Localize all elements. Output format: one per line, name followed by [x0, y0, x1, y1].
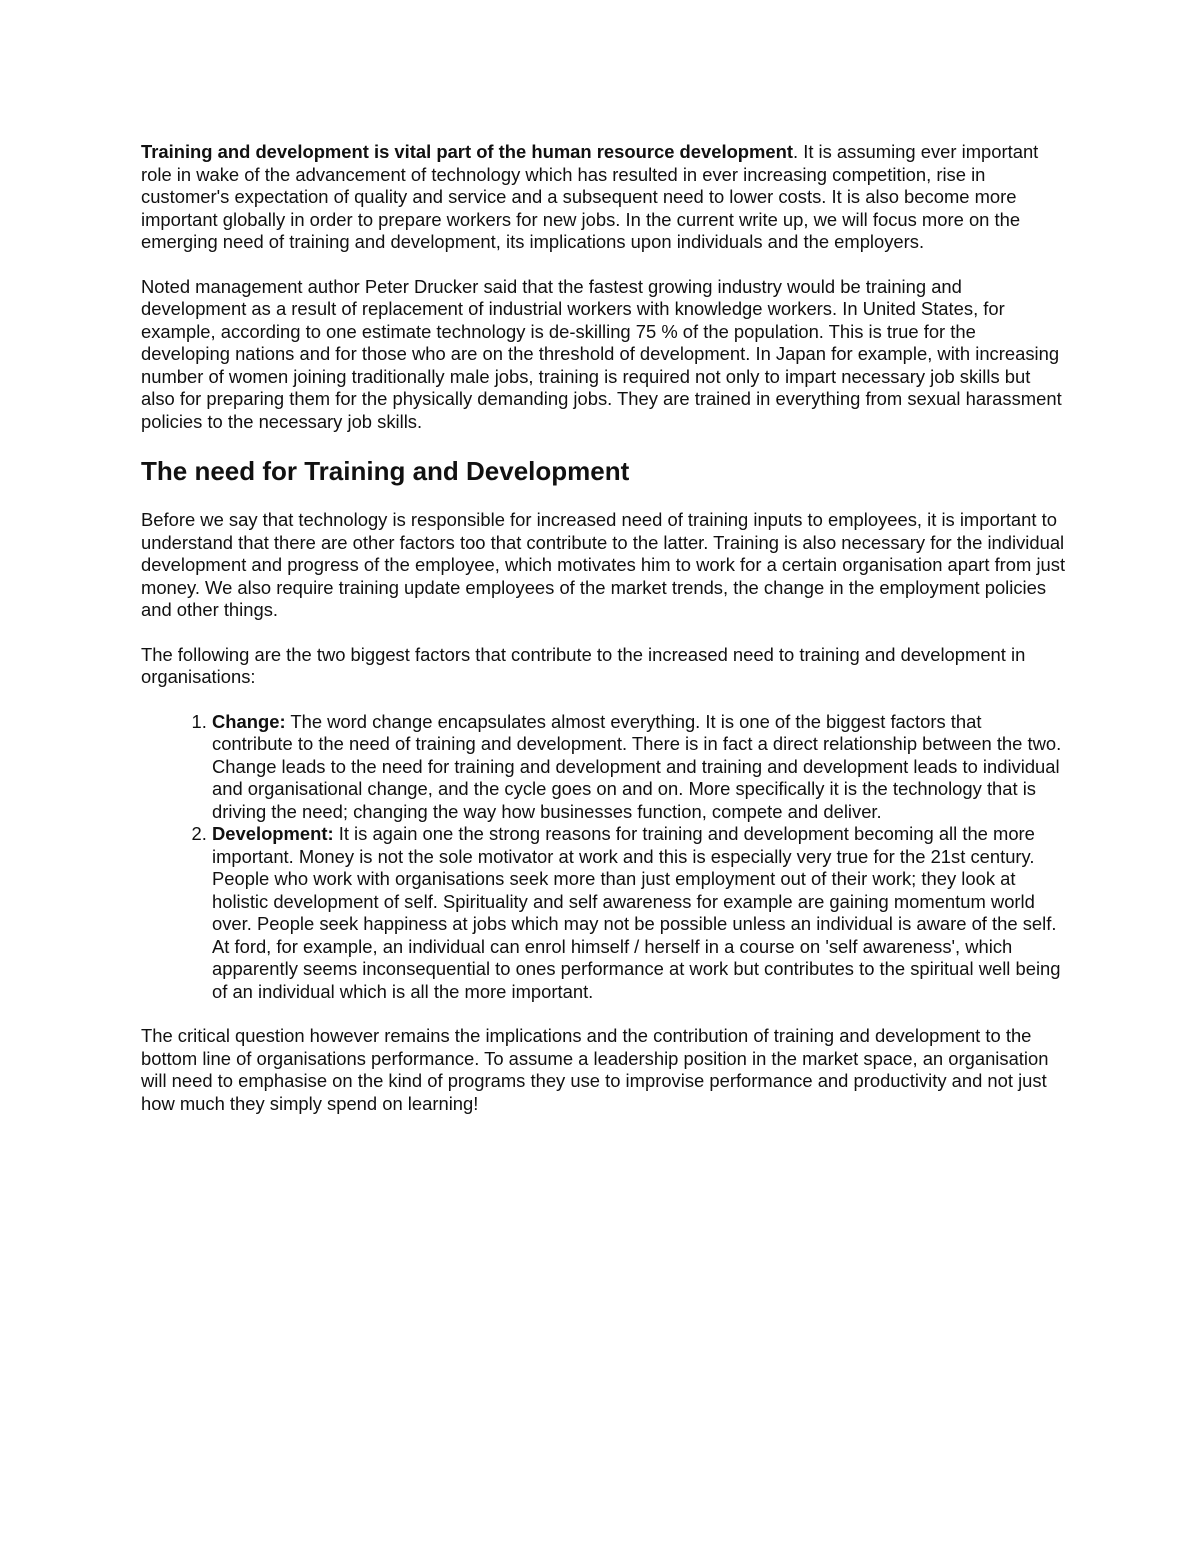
- factors-intro-paragraph: The following are the two biggest factors that contribute to the increased need to training and development in organisations:: [141, 643, 1026, 687]
- technology-paragraph: Before we say that technology is responsible for increased need of training inputs to employees, it is important to understand that there are other factors too that contribute to the latter. Training is also necessary for the individual development and progress of the employee, which motivates him to work for a certain organisation apart from just money. We also require training update employees of the market trends, the change in the employment policies and other things.: [141, 509, 1066, 620]
- list-item: [212, 711, 1066, 824]
- factor-text: The word change encapsulates almost everything. It is one of the biggest factors that contribute to the need of training and development. There is in fact a direct relationship between the two. Change leads to the need for training and development and training and development leads to individual and organisational change, and the cycle goes on and on. More specifically it is the technology that is driving the need; changing the way how businesses function, compete and deliver.: [212, 710, 1062, 822]
- section-heading: The need for Training and Development: [141, 456, 630, 486]
- factor-label: Change:: [212, 710, 286, 732]
- drucker-paragraph: Noted management author Peter Drucker said that the fastest growing industry would be training and development as a result of replacement of industrial workers with knowledge workers. In United States, for example, according to one estimate technology is de-skilling 75 % of the population. This is true for the developing nations and for those who are on the threshold of development. In Japan for example, with increasing number of women joining traditionally male jobs, training is required not only to impart necessary job skills but also for preparing them for the physically demanding jobs. They are trained in everything from sexual harassment policies to the necessary job skills.: [141, 275, 1062, 432]
- intro-lead-bold: Training and development is vital part of the human resource development: [141, 141, 793, 162]
- intro-lead-text: . It is assuming ever important role in wake of the advancement of technology which has resulted in ever increasing competition, rise in customer's expectation of quality and service and a subsequent need to lower costs. It is also become more important globally in order to prepare workers for new jobs. In the current write up, we will focus more on the emerging need of training and development, its implications upon individuals and the employers.: [141, 141, 1039, 252]
- list-item: [212, 823, 1066, 1003]
- document-page: [141, 141, 1066, 1137]
- factors-list: [141, 711, 1066, 1004]
- factor-text: It is again one the strong reasons for training and development becoming all the more important. Money is not the sole motivator at work and this is especially very true for the 21st century. People who work with organisations seek more than just employment out of their work; they look at holistic development of self. Spirituality and self awareness for example are gaining momentum world over. People seek happiness at jobs which may not be possible unless an individual is aware of the self. At ford, for example, an individual can enrol himself / herself in a course on 'self awareness', which apparently seems inconsequential to ones performance at work but contributes to the spiritual well being of an individual which is all the more important.: [212, 823, 1061, 1002]
- conclusion-paragraph: The critical question however remains the implications and the contribution of training and development to the bottom line of organisations performance. To assume a leadership position in the market space, an organisation will need to emphasise on the kind of programs they use to improvise performance and productivity and not just how much they simply spend on learning!: [141, 1025, 1049, 1114]
- factor-label: Development:: [212, 823, 334, 844]
- intro-paragraph: [141, 141, 1066, 254]
